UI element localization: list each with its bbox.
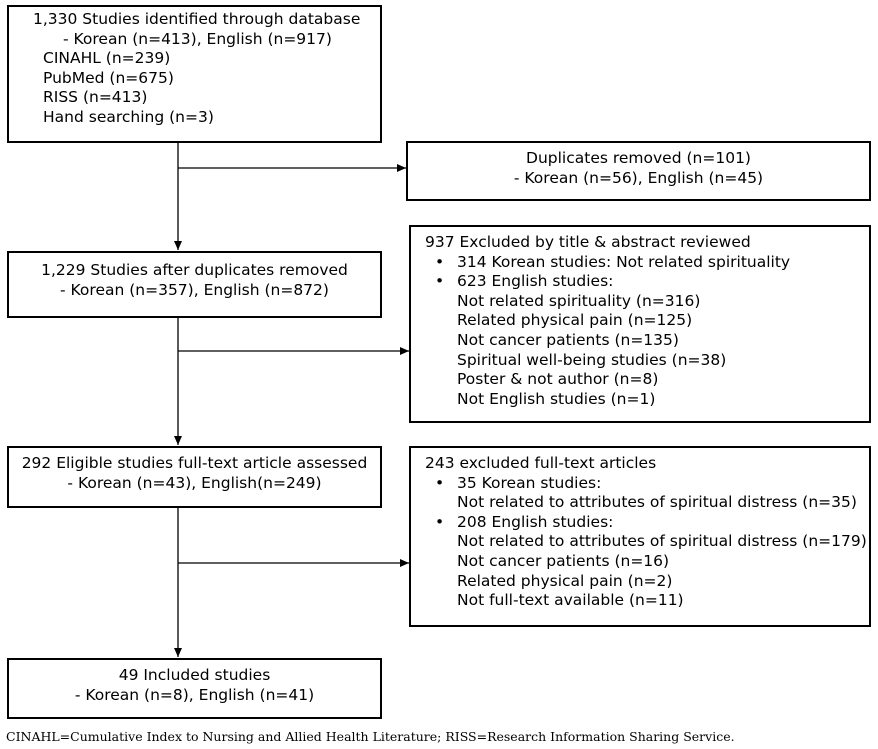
eligible-split: - Korean (n=43), English(n=249) bbox=[67, 473, 322, 492]
included-box bbox=[7, 658, 382, 719]
reason-item: Related physical pain (n=2) bbox=[457, 571, 673, 590]
after-duplicates-split: - Korean (n=357), English (n=872) bbox=[60, 280, 329, 299]
excluded-title-abstract-title: 937 Excluded by title & abstract reviewed bbox=[425, 233, 751, 251]
excluded-fulltext-box bbox=[409, 446, 871, 627]
after-duplicates-box bbox=[7, 251, 382, 318]
duplicates-split: - Korean (n=56), English (n=45) bbox=[513, 168, 764, 187]
identified-box bbox=[7, 5, 382, 143]
reason-item: Not cancer patients (n=135) bbox=[457, 330, 679, 349]
identified-title: 1,330 Studies identified through database bbox=[33, 10, 361, 28]
source-riss: RISS (n=413) bbox=[43, 88, 148, 107]
fulltext-english-item: • 208 English studies: bbox=[425, 513, 869, 533]
reason-item: Spiritual well-being studies (n=38) bbox=[457, 350, 727, 369]
duplicates-title: Duplicates removed (n=101) bbox=[526, 149, 751, 167]
reason-item: Not related to attributes of spiritual distress (n=35) bbox=[457, 493, 857, 512]
source-hand-searching: Hand searching (n=3) bbox=[43, 107, 214, 126]
eligible-title: 292 Eligible studies full-text article assessed bbox=[21, 454, 368, 472]
excluded-english-item: • 623 English studies: bbox=[425, 272, 869, 292]
included-title: 49 Included studies bbox=[118, 666, 271, 684]
identified-split: - Korean (n=413), English (n=917) bbox=[63, 29, 332, 48]
source-cinahl: CINAHL (n=239) bbox=[43, 49, 171, 68]
excluded-title-abstract-box bbox=[409, 225, 871, 423]
reason-item: Not full-text available (n=11) bbox=[457, 591, 684, 610]
duplicates-box bbox=[406, 141, 871, 201]
reason-item: Not related spirituality (n=316) bbox=[457, 291, 701, 310]
after-duplicates-title: 1,229 Studies after duplicates removed bbox=[41, 261, 348, 279]
reason-item: Related physical pain (n=125) bbox=[457, 311, 693, 330]
reason-item: Not related to attributes of spiritual distress (n=179) bbox=[457, 532, 867, 551]
fulltext-korean-item: • 35 Korean studies: bbox=[425, 474, 869, 494]
footnote: CINAHL=Cumulative Index to Nursing and Allied Health Literature; RISS=Research Information Sharing Service. bbox=[6, 729, 735, 744]
reason-item: Poster & not author (n=8) bbox=[457, 370, 659, 389]
source-pubmed: PubMed (n=675) bbox=[43, 68, 174, 87]
eligible-box bbox=[7, 446, 382, 508]
reason-item: Not cancer patients (n=16) bbox=[457, 551, 670, 570]
excluded-korean-item: • 314 Korean studies: Not related spirituality bbox=[425, 253, 869, 273]
reason-item: Not English studies (n=1) bbox=[457, 389, 656, 408]
included-split: - Korean (n=8), English (n=41) bbox=[74, 685, 315, 704]
excluded-fulltext-title: 243 excluded full-text articles bbox=[425, 454, 657, 472]
